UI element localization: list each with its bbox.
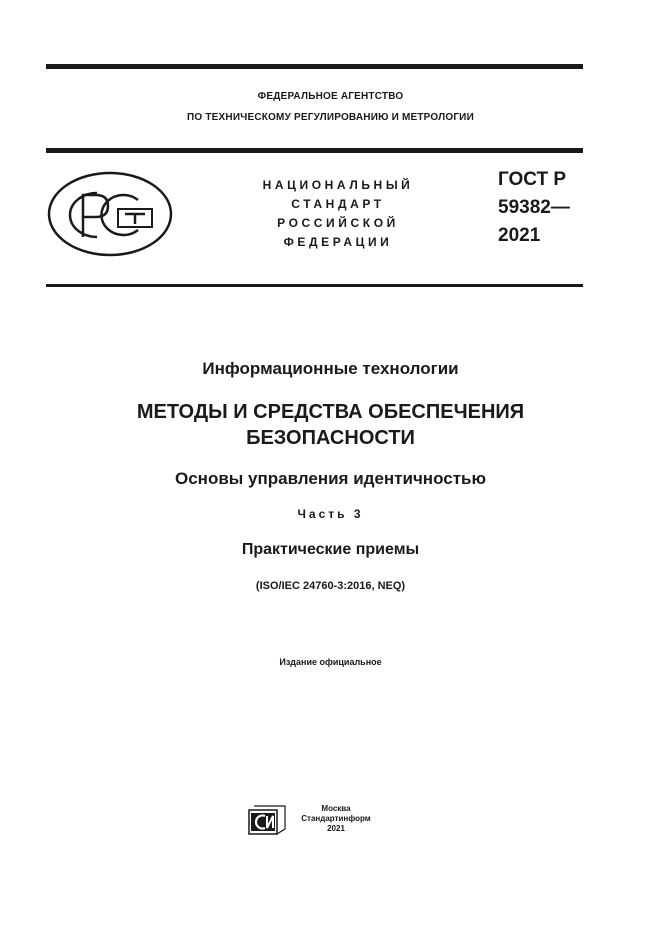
top-rule	[46, 64, 583, 69]
edition-note: Издание официальное	[279, 657, 382, 667]
agency-line-2: ПО ТЕХНИЧЕСКОМУ РЕГУЛИРОВАНИЮ И МЕТРОЛОГИИ	[187, 112, 474, 123]
national-standard-line-1: НАЦИОНАЛЬНЫЙ	[262, 178, 414, 192]
rst-certification-logo-icon	[46, 170, 174, 258]
gost-number	[498, 166, 618, 250]
standard-block-bottom-rule	[46, 284, 583, 287]
part-title: Практические приемы	[241, 541, 420, 558]
publisher-city: Москва	[321, 804, 351, 813]
publisher-info	[296, 804, 376, 834]
part-label: Часть 3	[297, 507, 364, 521]
header-bottom-rule	[46, 148, 583, 153]
iso-reference: (ISO/IEC 24760-3:2016, NEQ)	[255, 580, 406, 592]
gost-line-2: 59382—	[498, 197, 570, 218]
main-title-line-1: МЕТОДЫ И СРЕДСТВА ОБЕСПЕЧЕНИЯ	[136, 401, 525, 423]
publisher-year: 2021	[327, 824, 345, 833]
gost-line-1: ГОСТ Р	[498, 169, 567, 190]
national-standard-line-3: РОССИЙСКОЙ	[277, 216, 399, 230]
subtitle: Основы управления идентичностью	[175, 469, 486, 488]
gost-line-3: 2021	[498, 225, 541, 246]
main-title-line-2: БЕЗОПАСНОСТИ	[246, 427, 415, 449]
topic-title: Информационные технологии	[202, 359, 459, 378]
agency-line-1: ФЕДЕРАЛЬНОЕ АГЕНТСТВО	[257, 91, 404, 102]
national-standard-line-2: СТАНДАРТ	[291, 197, 385, 211]
standartinform-logo-icon	[248, 805, 286, 835]
national-standard-line-4: ФЕДЕРАЦИИ	[283, 235, 393, 249]
publisher-name: Стандартинформ	[301, 814, 371, 823]
